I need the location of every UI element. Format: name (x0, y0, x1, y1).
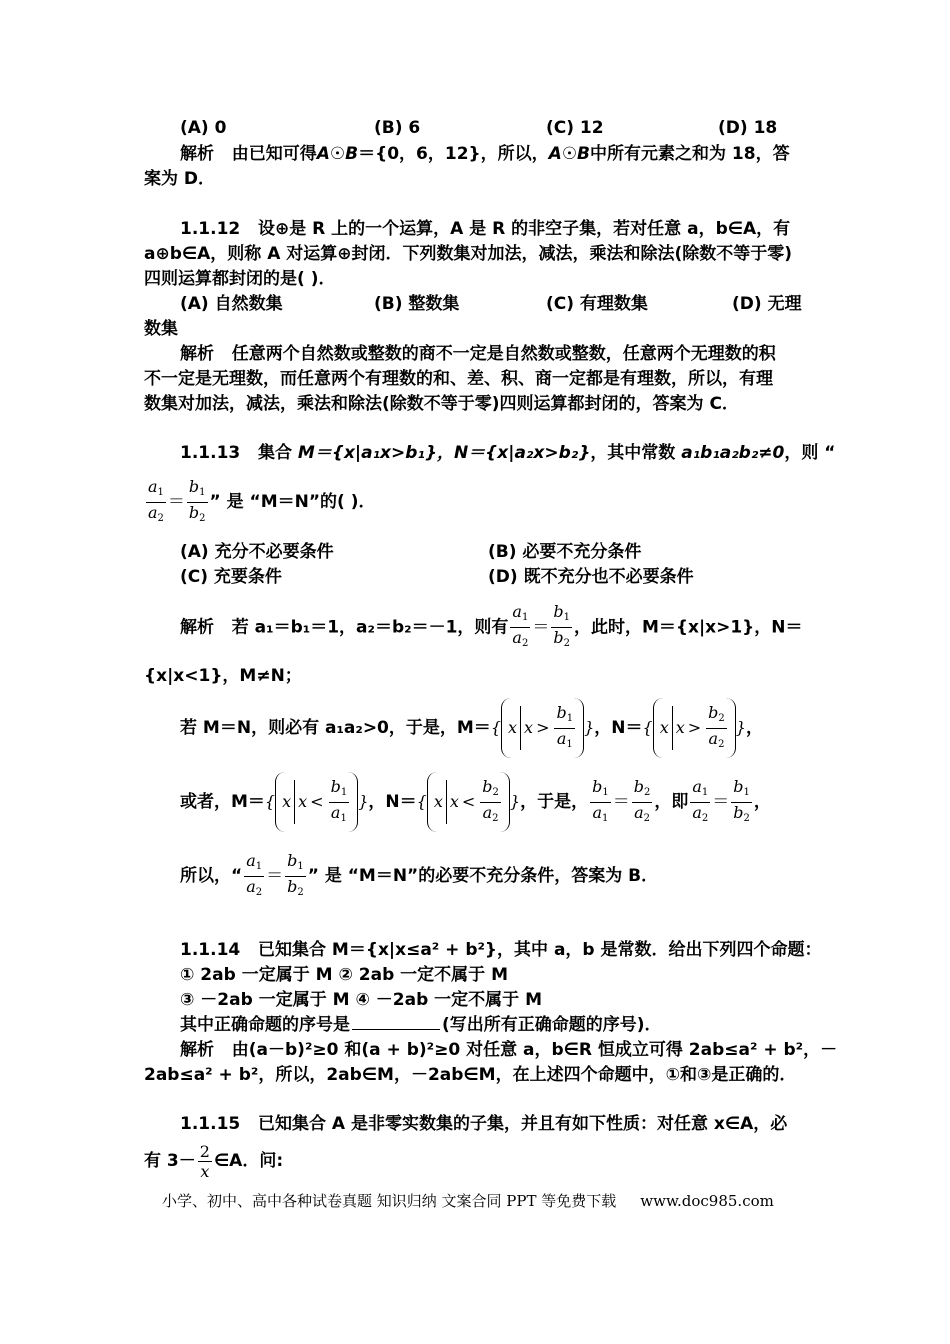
question-number: 1.1.14 (180, 940, 241, 960)
question-number: 1.1.15 (180, 1114, 241, 1134)
q14-stem-line4: 其中正确命题的序号是 (写出所有正确命题的序号)． (180, 1015, 662, 1035)
analysis-label: 解析 (180, 344, 214, 364)
q11-options (180, 116, 226, 140)
q12-analysis-line2: 不一定是无理数，而任意两个有理数的和、差、积、商一定都是有理数，所以，有理 (144, 369, 773, 389)
q11-option-a: (A) 0 (180, 118, 227, 138)
q14-propositions-3-4: ③ －2ab 一定属于 M ④ －2ab 一定不属于 M (180, 990, 542, 1010)
footer-url[interactable]: www.doc985.com (640, 1192, 774, 1210)
fraction-2-over-x: $\frac{2}{x}$ (199, 1141, 210, 1181)
fraction-a1-a2: $\frac{a_1}{a_2}$ (148, 476, 164, 524)
q12-option-b: (B) 整数集 (374, 294, 460, 314)
q11-analysis-line1: 解析 由已知可得A☉B＝{0，6，12}，所以，A☉B中所有元素之和为 18，答 (180, 144, 790, 164)
q14-analysis-line2: 2ab≤a² + b²，所以，2ab∈M，－2ab∈M，在上述四个命题中，①和③是正确的． (144, 1065, 797, 1085)
analysis-label: 解析 (180, 144, 214, 164)
q12-stem-line2: a⊕b∈A，则称 A 对运算⊕封闭．下列数集对加法，减法，乘法和除法(除数不等于零) (144, 244, 793, 264)
q12-stem-line3: 四则运算都封闭的是( )． (144, 269, 336, 289)
analysis-label: 解析 (180, 617, 214, 638)
question-number: 1.1.13 (180, 443, 241, 463)
set-N-gt: { x x > $\frac{b_2}{a_2}$ } (643, 698, 746, 758)
q11-option-d: (D) 18 (718, 118, 778, 138)
fraction-a1-a2: $\frac{a_1}{a_2}$ (512, 602, 529, 649)
q12-analysis-line3: 数集对加法，减法，乘法和除法(除数不等于零)四则运算都封闭的，答案为 C． (144, 394, 739, 414)
fraction-b1-b2: $\frac{b_1}{b_2}$ (188, 476, 206, 524)
q13-option-a: (A) 充分不必要条件 (180, 542, 334, 562)
q12-option-d: (D) 无理 (732, 294, 802, 314)
fraction-b1-b2: $\frac{b_1}{b_2}$ (553, 602, 570, 649)
q12-option-c: (C) 有理数集 (546, 294, 648, 314)
question-number: 1.1.12 (180, 219, 241, 239)
set-N-lt: { x x < $\frac{b_2}{a_2}$ } (417, 772, 520, 832)
q13-analysis-line5: 所以，“ $\frac{a_1}{a_2}$ ＝ $\frac{b_1}{b_2}$ ” 是 “M＝N”的必要不充分条件，答案为 B． (180, 850, 659, 898)
analysis-label: 解析 (180, 1040, 214, 1060)
q14-analysis-line1: 解析 由(a－b)²≥0 和(a + b)²≥0 对任意 a，b∈R 恒成立可得 2ab≤a² + b²，－ (180, 1040, 838, 1060)
q13-stem-line2: $\frac{a_1}{a_2}$ ＝ $\frac{b_1}{b_2}$ ” 是 “M＝N”的( )． (144, 476, 376, 528)
q13-option-b: (B) 必要不充分条件 (488, 542, 642, 562)
q11-analysis-line2: 案为 D． (144, 169, 216, 189)
answer-blank[interactable] (352, 1029, 440, 1030)
footer-text: 小学、初中、高中各种试卷真题 知识归纳 文案合同 PPT 等免费下载 (162, 1192, 617, 1210)
q13-analysis-line2: {x|x<1}，M≠N； (144, 666, 302, 686)
q13-analysis-line1: 解析 若 a₁＝b₁＝1，a₂＝b₂＝－1，则有 $\frac{a_1}{a_2}$ ＝ $\frac{b_1}{b_2}$ ，此时，M＝{x|x>1}，N＝ (180, 602, 803, 653)
q12-analysis-line1: 解析 任意两个自然数或整数的商不一定是自然数或整数，任意两个无理数的积 (180, 344, 776, 364)
set-M-lt: { x x < $\frac{b_1}{a_1}$ } (265, 772, 368, 832)
page-footer (162, 1190, 774, 1211)
q11-option-b: (B) 6 (374, 118, 421, 138)
q12-option-d-cont: 数集 (144, 319, 178, 339)
q12-stem-line1: 1.1.12 设⊕是 R 上的一个运算，A 是 R 的非空子集，若对任意 a，b∈A，有 (180, 219, 791, 239)
set-M-gt: { x x > $\frac{b_1}{a_1}$ } (491, 698, 594, 758)
q13-analysis-line4: 或者，M＝{ x x < $\frac{b_1}{a_1}$ }，N＝{ x x < $\frac{b_2}{a_2}$ }，于是， $\frac{b_1}{a_1}$ ＝ $\frac{b_2}{a_2}$ ，即 $\frac{a_1}{a_2}$ ＝ $\frac{b_1}{b_2}$ ， (180, 772, 771, 832)
q14-propositions-1-2: ① 2ab 一定属于 M ② 2ab 一定不属于 M (180, 965, 508, 985)
q12-option-a: (A) 自然数集 (180, 294, 283, 314)
q13-stem-line1: 1.1.13 集合 M＝{x|a₁x>b₁}，N＝{x|a₂x>b₂}，其中常数 a₁b₁a₂b₂≠0，则 “ (180, 443, 836, 463)
q13-option-c: (C) 充要条件 (180, 567, 282, 587)
q15-stem-line1: 1.1.15 已知集合 A 是非零实数集的子集，并且有如下性质：对任意 x∈A，必 (180, 1114, 788, 1134)
q14-stem-line1: 1.1.14 已知集合 M＝{x|x≤a² + b²}，其中 a，b 是常数．给出下列四个命题： (180, 940, 822, 960)
q13-analysis-line3: 若 M＝N，则必有 a₁a₂>0，于是，M＝{ x x > $\frac{b_1}{a_1}$ }，N＝{ x x > $\frac{b_2}{a_2}$ }， (180, 698, 763, 758)
q15-stem-line2: 有 3－ $\frac{2}{x}$ ∈A．问: (144, 1141, 284, 1181)
q13-option-d: (D) 既不充分也不必要条件 (488, 567, 694, 587)
q11-option-c: (C) 12 (546, 118, 604, 138)
